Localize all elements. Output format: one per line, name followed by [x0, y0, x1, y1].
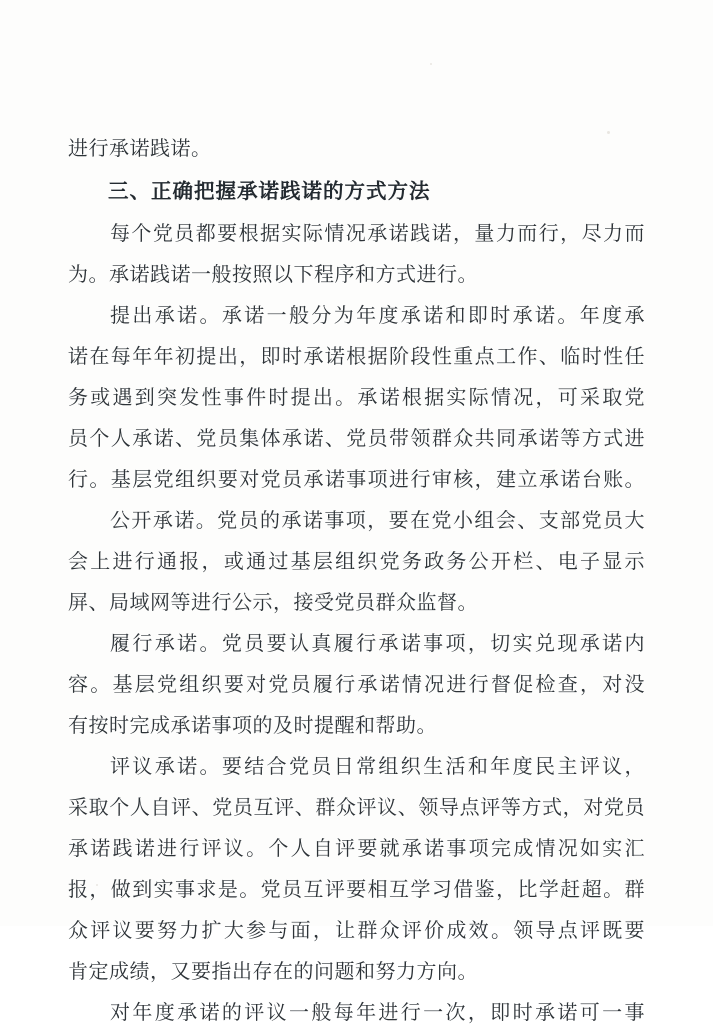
document-body [68, 128, 645, 1033]
text-line: 诺在每年年初提出，即时承诺根据阶段性重点工作、临时性任 [68, 344, 645, 368]
text-line: 公开承诺。党员的承诺事项，要在党小组会、支部党员大 [110, 508, 645, 532]
text-line: 进行承诺践诺。 [68, 136, 212, 160]
text-line: 报，做到实事求是。党员互评要相互学习借鉴，比学赶超。群 [68, 877, 645, 901]
text-line: 众评议要努力扩大参与面，让群众评价成效。领导点评既要 [68, 918, 645, 942]
paragraph [68, 295, 645, 500]
text-line: 务或遇到突发性事件时提出。承诺根据实际情况，可采取党 [68, 385, 645, 409]
text-line: 行。基层党组织要对党员承诺事项进行审核，建立承诺台账。 [68, 467, 645, 491]
text-line: 采取个人自评、党员互评、群众评议、领导点评等方式，对党员 [68, 795, 645, 819]
text-line: 为。承诺践诺一般按照以下程序和方式进行。 [68, 262, 478, 286]
heading-text: 三、正确把握承诺践诺的方式方法 [108, 179, 431, 203]
section-heading [68, 169, 645, 213]
text-line: 评议承诺。要结合党员日常组织生活和年度民主评议， [110, 754, 645, 778]
paragraph [68, 992, 645, 1033]
text-line: 提出承诺。承诺一般分为年度承诺和即时承诺。年度承 [110, 303, 645, 327]
text-line: 每个党员都要根据实际情况承诺践诺，量力而行，尽力而 [110, 221, 645, 245]
text-line: 履行承诺。党员要认真履行承诺事项，切实兑现承诺内 [110, 631, 645, 655]
paragraph-continuation [68, 128, 645, 169]
text-line: 有按时完成承诺事项的及时提醒和帮助。 [68, 713, 437, 737]
paragraph [68, 213, 645, 295]
text-line: 会上进行通报，或通过基层组织党务政务公开栏、电子显示 [68, 549, 645, 573]
text-line: 容。基层党组织要对党员履行承诺情况进行督促检查，对没 [68, 672, 645, 696]
paper-speckle [430, 63, 432, 65]
text-line: 对年度承诺的评议一般每年进行一次，即时承诺可一事 [110, 1000, 645, 1024]
text-line: 员个人承诺、党员集体承诺、党员带领群众共同承诺等方式进 [68, 426, 645, 450]
text-line: 承诺践诺进行评议。个人自评要就承诺事项完成情况如实汇 [68, 836, 645, 860]
text-line: 肯定成绩，又要指出存在的问题和努力方向。 [68, 959, 478, 983]
paragraph [68, 623, 645, 746]
text-line: 屏、局域网等进行公示，接受党员群众监督。 [68, 590, 478, 614]
paragraph [68, 500, 645, 623]
paragraph [68, 746, 645, 992]
